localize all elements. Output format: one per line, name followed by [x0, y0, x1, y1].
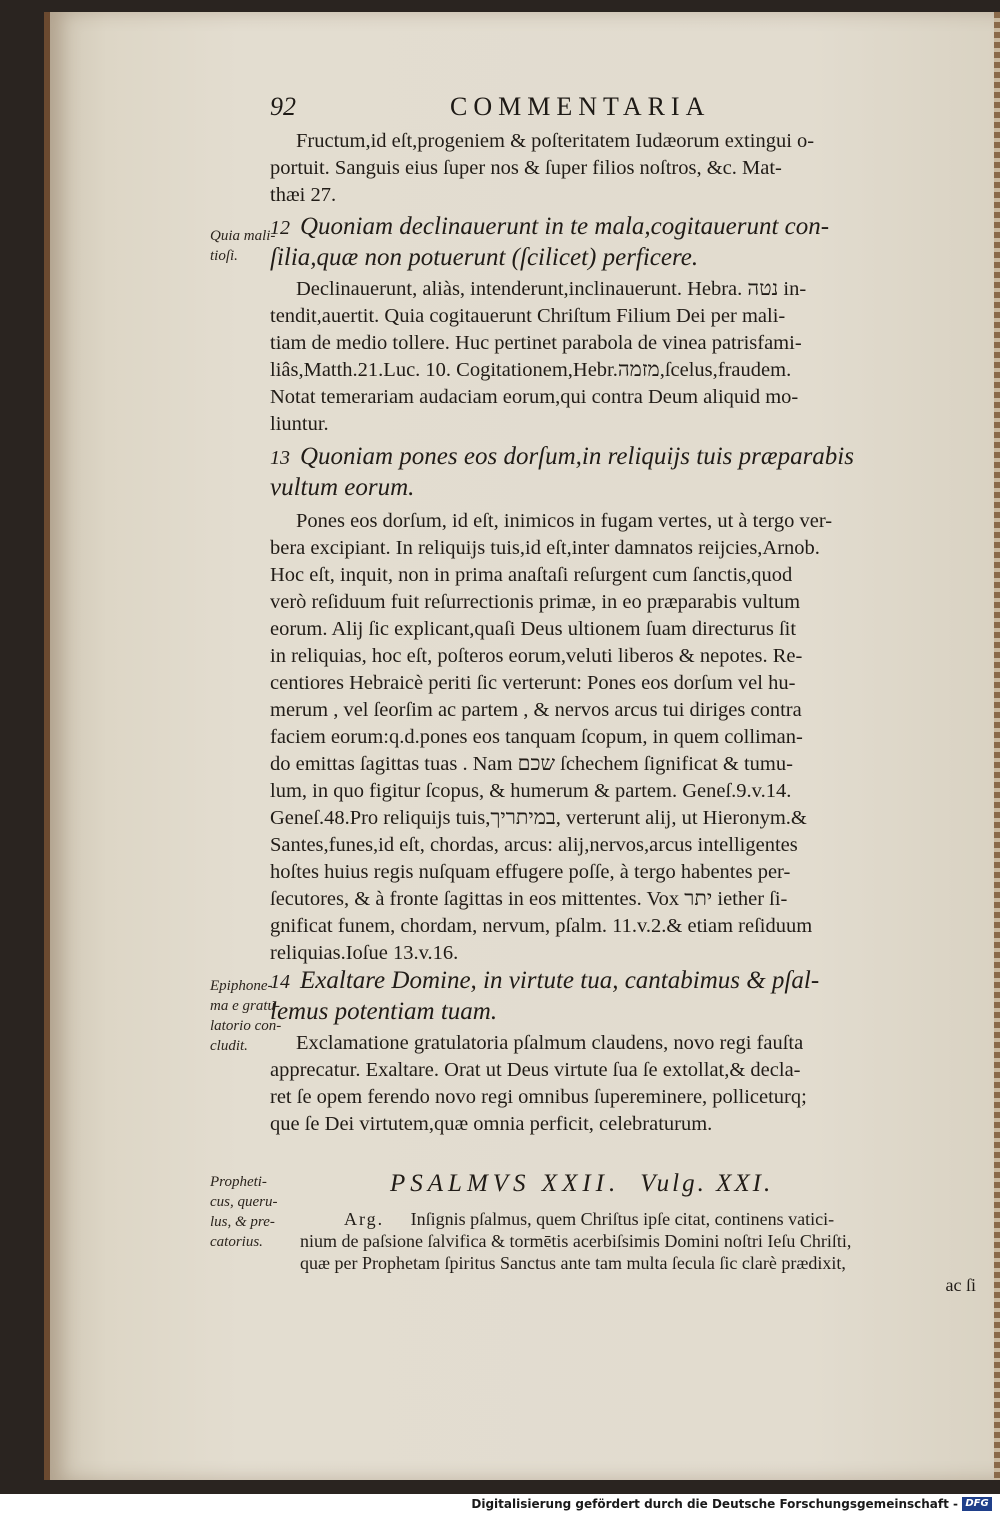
text-line: Notat temerariam audaciam eorum,qui contra Deum aliquid mo- [270, 386, 799, 408]
psalm-heading [390, 1170, 950, 1198]
verse-12-commentary [270, 276, 982, 438]
text-line: Exclamatione gratulatoria pſalmum claudens, novo regi fauſta [296, 1032, 804, 1054]
text-line: bera excipiant. In reliquijs tuis,id eſt,inter damnatos reijcies,Arnob. [270, 537, 820, 559]
argument-line: quæ per Prophetam ſpiritus Sanctus ante tam multa ſecula ſic clarè prædixit, [300, 1253, 846, 1273]
continuation-paragraph [270, 128, 982, 209]
text-line: centiores Hebraicè periti ſic verterunt: Pones eos dorſum vel hu- [270, 672, 796, 694]
verse-14 [270, 966, 982, 1027]
verse-line: lemus potentiam tuam. [270, 998, 498, 1025]
margin-line: tioſi. [210, 248, 238, 264]
margin-note-malitiosi [210, 226, 306, 266]
text-line: in reliquias, hoc eſt, poſteros eorum,veluti liberos & nepotes. Re- [270, 645, 803, 667]
text-line: liâs,Matth.21.Luc. 10. Cogitationem,Hebr.מזמה,ſcelus,fraudem. [270, 359, 792, 381]
text-line: tiam de medio tollere. Huc pertinet parabola de vinea patrisfami- [270, 332, 802, 354]
text-line: Geneſ.48.Pro reliquijs tuis,במיתריך, verterunt alij, ut Hieronym.& [270, 807, 807, 829]
text-line: portuit. Sanguis eius ſuper nos & ſuper filios noſtros, &c. Mat- [270, 157, 782, 179]
verse-text: Quoniam declinauerunt in te mala,cogitauerunt con- [300, 213, 830, 240]
footer-text: Digitalisierung gefördert durch die Deutsche Forschungsgemeinschaft - [471, 1497, 958, 1511]
psalm-title: PSALMVS XXII. [390, 1170, 621, 1197]
running-title: COMMENTARIA [450, 92, 711, 121]
text-line: ret ſe opem ferendo novo regi omnibus ſupereminere, polliceturq; [270, 1086, 807, 1108]
margin-line: cludit. [210, 1038, 248, 1054]
verse-line: ſilia,quæ non potuerunt (ſcilicet) perficere. [270, 244, 699, 271]
margin-line: catorius. [210, 1234, 263, 1250]
text-line: do emittas ſagittas tuas . Nam שכם ſchechem ſignificat & tumu- [270, 753, 793, 775]
text-line: apprecatur. Exaltare. Orat ut Deus virtute ſua ſe extollat,& decla- [270, 1059, 801, 1081]
running-head [270, 92, 830, 124]
text-line: Pones eos dorſum, id eſt, inimicos in fugam vertes, ut à tergo ver- [296, 510, 833, 532]
dfg-logo: DFG [962, 1497, 992, 1511]
verse-line [270, 966, 982, 997]
verse-number: 14 [270, 971, 290, 993]
text-line: liuntur. [270, 413, 329, 435]
argument-first-line [300, 1208, 980, 1230]
text-line: que ſe Dei virtutem,quæ omnia perficit, celebraturum. [270, 1113, 713, 1135]
text-line: gnificat funem, chordam, nervum, pſalm. 11.v.2.& etiam reſiduum [270, 915, 813, 937]
margin-line: Quia mali- [210, 228, 276, 244]
margin-line: ma e gratu- [210, 998, 280, 1014]
verse-text: Quoniam pones eos dorſum,in reliquijs tuis præparabis [300, 443, 854, 470]
page-edge [994, 12, 1000, 1480]
margin-note-propheticus [210, 1172, 306, 1252]
digitization-footer [0, 1494, 1000, 1514]
argument-label: Arg. [344, 1209, 385, 1229]
text-line: hoſtes huius regis nuſquam effugere poſſe, à tergo habentes per- [270, 861, 791, 883]
margin-line: Epiphone- [210, 978, 273, 994]
text-line: eorum. Alij ſic explicant,quaſi Deus ultionem ſuam directurus ſit [270, 618, 797, 640]
text-line: ſecutores, & à fronte ſagittas in eos mittentes. Vox יתר iether ſi- [270, 888, 788, 910]
text-line: tendit,auertit. Quia cogitauerunt Chriſtum Filium Dei per mali- [270, 305, 786, 327]
verse-line [270, 212, 982, 243]
text-line: lum, in quo figitur ſcopus, & humerum & partem. Geneſ.9.v.14. [270, 780, 792, 802]
vulgate-number: Vulg. XXI. [640, 1170, 774, 1197]
verse-number: 13 [270, 447, 290, 469]
text-line: faciem eorum:q.d.pones eos tanquam ſcopum, in quem colliman- [270, 726, 803, 748]
psalm-argument [300, 1208, 980, 1296]
text-line: thæi 27. [270, 184, 337, 206]
margin-line: latorio con- [210, 1018, 282, 1034]
text-line: Santes,funes,id eſt, chordas, arcus: alij,nervos,arcus intelligentes [270, 834, 798, 856]
verse-line [270, 442, 982, 473]
page-number: 92 [270, 92, 296, 121]
argument-text: Inſignis pſalmus, quem Chriſtus ipſe citat, continens vatici- [410, 1209, 835, 1229]
text-line: Declinauerunt, aliàs, intenderunt,inclinauerunt. Hebra. נטה in- [296, 278, 807, 300]
verse-number: 12 [270, 217, 290, 239]
text-line: Hoc eſt, inquit, non in prima anaſtaſi reſurgent cum ſanctis,quod [270, 564, 793, 586]
text-line: reliquias.Ioſue 13.v.16. [270, 942, 459, 964]
margin-line: cus, queru- [210, 1194, 278, 1210]
text-line: Fructum,id eſt,progeniem & poſteritatem Iudæorum extingui o- [296, 130, 815, 152]
verse-13 [270, 442, 982, 503]
verse-13-commentary [270, 508, 982, 967]
argument-line: nium de paſsione ſalvifica & tormētis acerbiſsimis Domini noſtri Ieſu Chriſti, [300, 1231, 852, 1251]
verse-14-commentary [270, 1030, 982, 1138]
verse-12 [270, 212, 982, 273]
margin-line: lus, & pre- [210, 1214, 275, 1230]
margin-note-epiphonema [210, 976, 306, 1056]
text-line: merum , vel ſeorſim ac partem , & nervos arcus tui diriges contra [270, 699, 802, 721]
margin-line: Propheti- [210, 1174, 267, 1190]
verse-text: Exaltare Domine, in virtute tua, cantabimus & pſal- [300, 967, 820, 994]
text-line: verò reſiduum fuit reſurrectionis primæ, in eo præparabis vultum [270, 591, 801, 613]
catchword: ac ſi [945, 1275, 976, 1295]
verse-line: vultum eorum. [270, 474, 415, 501]
